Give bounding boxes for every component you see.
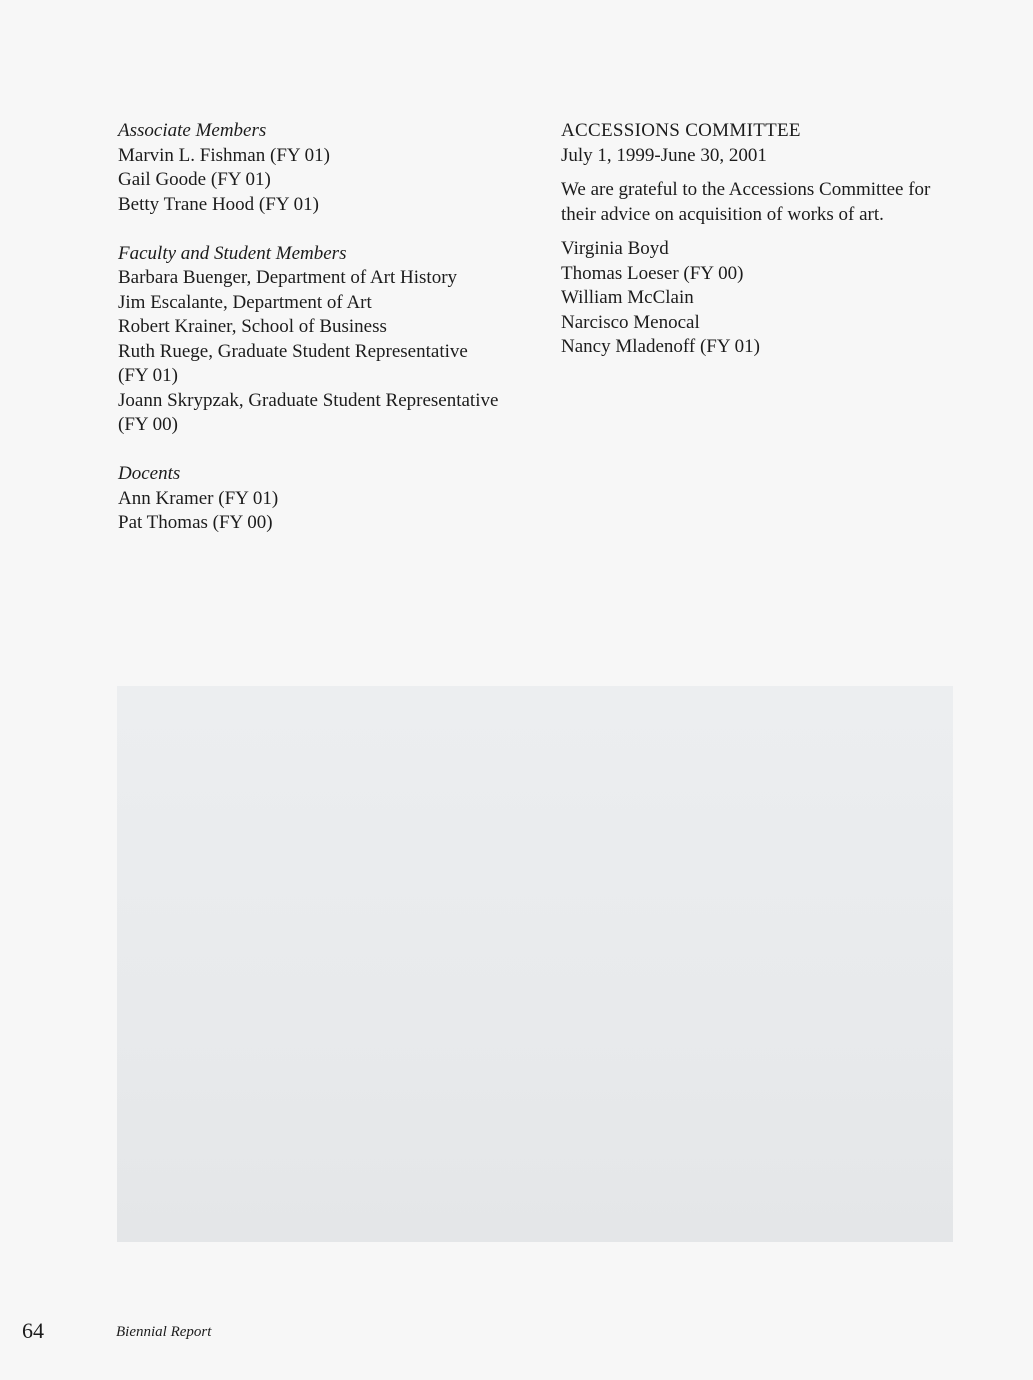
photo-placeholder (117, 686, 953, 1242)
committee-member: William McClain (561, 287, 694, 308)
faculty-student-heading: Faculty and Student Members (118, 242, 347, 264)
spacer (561, 227, 961, 237)
faculty-member: Robert Krainer, School of Business (118, 316, 387, 337)
spacer (118, 217, 518, 242)
faculty-member: Ruth Ruege, Graduate Student Representative (118, 340, 468, 362)
faculty-member: (FY 01) (118, 365, 178, 386)
docents-heading: Docents (118, 463, 181, 484)
accessions-committee-heading: ACCESSIONS COMMITTEE (561, 120, 801, 141)
page-number: 64 (22, 1318, 44, 1343)
committee-member: Nancy Mladenoff (FY 01) (561, 336, 760, 357)
date-range: July 1, 1999-June 30, 2001 (561, 144, 767, 166)
faculty-member: Jim Escalante, Department of Art (118, 291, 372, 313)
faculty-member: Joann Skrypzak, Graduate Student Representative (118, 389, 499, 411)
publication-title: Biennial Report (116, 1324, 212, 1340)
description-line: We are grateful to the Accessions Committee for (561, 179, 931, 200)
committee-description (561, 178, 961, 227)
associate-member: Betty Trane Hood (FY 01) (118, 193, 319, 215)
spacer (561, 168, 961, 178)
committee-member: Narcisco Menocal (561, 311, 700, 333)
committee-member: Thomas Loeser (FY 00) (561, 262, 744, 284)
faculty-member: Barbara Buenger, Department of Art History (118, 267, 458, 288)
faculty-member: (FY 00) (118, 414, 178, 435)
description-line: their advice on acquisition of works of art. (561, 203, 884, 225)
associate-members-heading: Associate Members (118, 120, 267, 141)
committee-member: Virginia Boyd (561, 238, 669, 259)
associate-member: Gail Goode (FY 01) (118, 169, 271, 190)
docent: Ann Kramer (FY 01) (118, 487, 279, 509)
left-column (118, 119, 518, 536)
right-column (561, 119, 961, 360)
spacer (118, 438, 518, 463)
docent: Pat Thomas (FY 00) (118, 512, 273, 533)
associate-member: Marvin L. Fishman (FY 01) (118, 144, 330, 166)
